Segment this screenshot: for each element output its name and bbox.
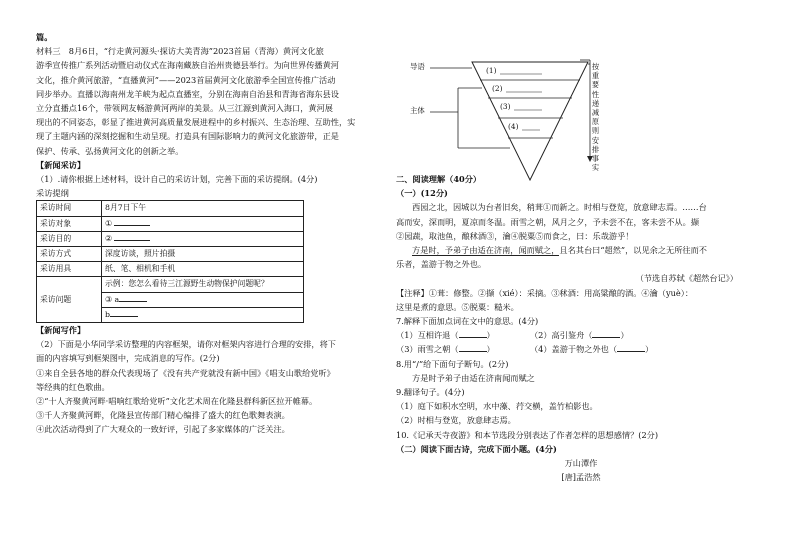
material3-line: 现了主题内涵的深刻挖掘和生动呈现。打造具有国际影响力的黄河文化旅游带，正是 [36, 131, 339, 142]
question-7-row [396, 328, 766, 342]
section-interview-heading: 【新闻采访】 [36, 159, 86, 170]
poem-author: [唐]孟浩然 [561, 472, 601, 483]
lead-label: 导语 [410, 62, 425, 71]
section-reading-heading: 二、阅读理解（40分） [396, 174, 482, 184]
q8-sentence: 方是时予弟子由适在济南闻而赋之 [412, 372, 535, 383]
part1-heading: （一）(12分) [396, 188, 448, 199]
table-row [37, 216, 304, 231]
slot-label: (3) [500, 102, 511, 111]
slot-label: (1) [486, 66, 497, 75]
table-key: 采访对象 [37, 216, 102, 231]
answer-blank[interactable] [592, 329, 620, 338]
q9-item: （2）时相与登览，放意肆志焉。 [396, 415, 516, 426]
slot-label: (4) [508, 122, 519, 131]
material3-line: 立分直播点16个，带领网友畅游黄河两岸的美景。从三江源到黄河入海口，黄河展 [36, 103, 333, 114]
notes-line: 这里是煮的意思。⑤脱粟：糙米。 [396, 301, 519, 312]
left-column [36, 30, 376, 437]
q9-item: （1）庭下如积水空明，水中藻、荇交横，盖竹柏影也。 [396, 401, 598, 412]
q7-close: ） [486, 330, 495, 341]
question-1: （1）.请你根据上述材料，设计自己的采访计划，完善下面的采访提纲。(4分) [36, 174, 318, 185]
q7-item: （1）互相许退（ [396, 330, 459, 341]
answer-blank[interactable] [459, 343, 487, 352]
answer-label: ③ a [105, 294, 120, 304]
q7-item: （2）高引鉴舟（ [529, 330, 593, 341]
answer-label: b [105, 309, 110, 319]
q7-close: ） [645, 344, 654, 355]
table-value[interactable] [102, 307, 304, 322]
table-key: 采访目的 [37, 231, 102, 246]
material3-line: 游季宣传推广系列活动暨启动仪式在海南藏族自治州贵德县举行。为向世界传播黄河 [36, 60, 339, 71]
body-label: 主体 [410, 106, 425, 115]
material3-line: 同步举办。直播以海南州龙羊峡为起点直播室，分别在海南自治县和青海省海东县设 [36, 88, 339, 99]
material3-line: 文化，推介黄河旅游，“直播黄河”——2023首届黄河文化旅游季全国宣传推广活动 [36, 74, 336, 85]
material3-line: 保护、传承、弘扬黄河文化的创新之举。 [36, 145, 184, 156]
answer-blank[interactable] [110, 308, 138, 317]
essay-line [396, 243, 766, 257]
answer-label: ② [105, 233, 112, 243]
essay-line: 高而安，深而明，夏凉而冬温。雨雪之朝，风月之夕，予未尝不在，客未尝不从。撷 [396, 216, 699, 227]
answer-blank[interactable] [459, 329, 487, 338]
fragment-heading: 篇。 [36, 32, 53, 42]
slot-label: (2) [492, 84, 503, 93]
section-writing-heading: 【新闻写作】 [36, 325, 86, 336]
side-note: 按重要性递减原则安排事实 [591, 62, 600, 173]
question-2: 面的内容填写到框架图中，完成消息的写作。(2分) [36, 353, 220, 364]
q7-close: ） [620, 330, 629, 341]
table-value: 示例：您怎么看待三江源野生动物保护问题呢？ [102, 277, 304, 292]
answer-blank[interactable] [617, 343, 645, 352]
essay-line: ②园蔬，取池鱼，酿秫酒③，瀹④脱粟⑤而食之，曰：乐哉游乎！ [396, 230, 634, 241]
answer-blank[interactable] [119, 293, 147, 302]
news-item: ④此次活动得到了广大观众的一致好评，引起了多家媒体的广泛关注。 [36, 424, 290, 435]
table-value: 8月7日下午 [102, 201, 304, 216]
table-value: 深度访谈，照片拍摄 [102, 247, 304, 262]
question-9: 9.翻译句子。(4分) [396, 387, 465, 398]
q7-item: （3）雨雪之朝（ [396, 344, 459, 355]
question-2: （2）下面是小华同学采访整理的内容框架，请你对框架内容进行合理的安排，将下 [36, 339, 336, 350]
answer-blank[interactable] [114, 232, 150, 241]
q7-close: ） [486, 344, 495, 355]
underlined-sentence: 方是时，予弟子由适在济南，闻而赋之， [412, 245, 560, 256]
table-row [37, 262, 304, 277]
table-key: 采访用具 [37, 262, 102, 277]
q7-item: （4）盖游于物之外也（ [529, 344, 618, 355]
interview-outline-table [36, 200, 304, 323]
notes-line: 【注释】①葺：修整。②撷（xié）：采摘。③秫酒：用高粱酿的酒。④瀹（yuè）： [396, 287, 694, 298]
outline-title: 采访提纲 [36, 188, 69, 199]
news-item: 等经典的红色歌曲。 [36, 381, 110, 392]
question-8: 8.用“/”给下面句子断句。(2分) [396, 358, 509, 369]
table-key: 采访问题 [37, 277, 102, 323]
essay-line: 西园之北，因城以为台者旧矣，稍葺①而新之。时相与登览，放意肆志焉。……台 [412, 202, 707, 213]
table-row [37, 201, 304, 216]
table-row [37, 247, 304, 262]
material3-line: 现出的不同姿态，彰显了推进黄河高质量发展进程中的乡村振兴、生态治理、互助性，实 [36, 117, 356, 128]
table-value[interactable] [102, 292, 304, 307]
question-10: 10.《记承天寺夜游》和本节选段分别表达了作者怎样的思想感情？(2分) [396, 429, 659, 440]
table-value[interactable] [102, 231, 304, 246]
answer-label: ① [105, 218, 112, 228]
news-item: ③千人齐聚黄河畔，化隆县宣传部门精心编排了盛大的红色歌舞表演。 [36, 410, 290, 421]
essay-line: 乐者，盖游于物之外也。 [396, 259, 487, 270]
essay-text: 且名其台曰“超然”，以见余之无所往而不 [559, 245, 707, 256]
material3-line: 材料三 8月6日，“行走黄河源头·探访大美青海”2023首届（青海）黄河文化旅 [36, 46, 324, 57]
part2-heading: （二）阅读下面古诗，完成下面小题。(4分) [396, 443, 557, 454]
question-7-row [396, 342, 766, 356]
table-row [37, 231, 304, 246]
answer-blank[interactable] [114, 217, 150, 226]
table-key: 采访方式 [37, 247, 102, 262]
table-key: 采访时间 [37, 201, 102, 216]
right-column [396, 172, 766, 484]
table-value: 纸、笔、相机和手机 [102, 262, 304, 277]
poem-title: 万山潭作 [564, 458, 598, 469]
question-7: 7.解释下面加点词在文中的意思。(4分) [396, 316, 539, 327]
news-item: ②“十人齐聚黄河畔·唱响红歌给党听”文化艺术周在化隆县群科新区拉开帷幕。 [36, 396, 318, 407]
table-value[interactable] [102, 216, 304, 231]
table-row [37, 277, 304, 292]
essay-source: （节选自苏轼《超然台记》） [635, 273, 738, 284]
news-item: ①来自全县各地的群众代表现场了《没有共产党就没有新中国》《唱支山歌给党听》 [36, 367, 335, 378]
